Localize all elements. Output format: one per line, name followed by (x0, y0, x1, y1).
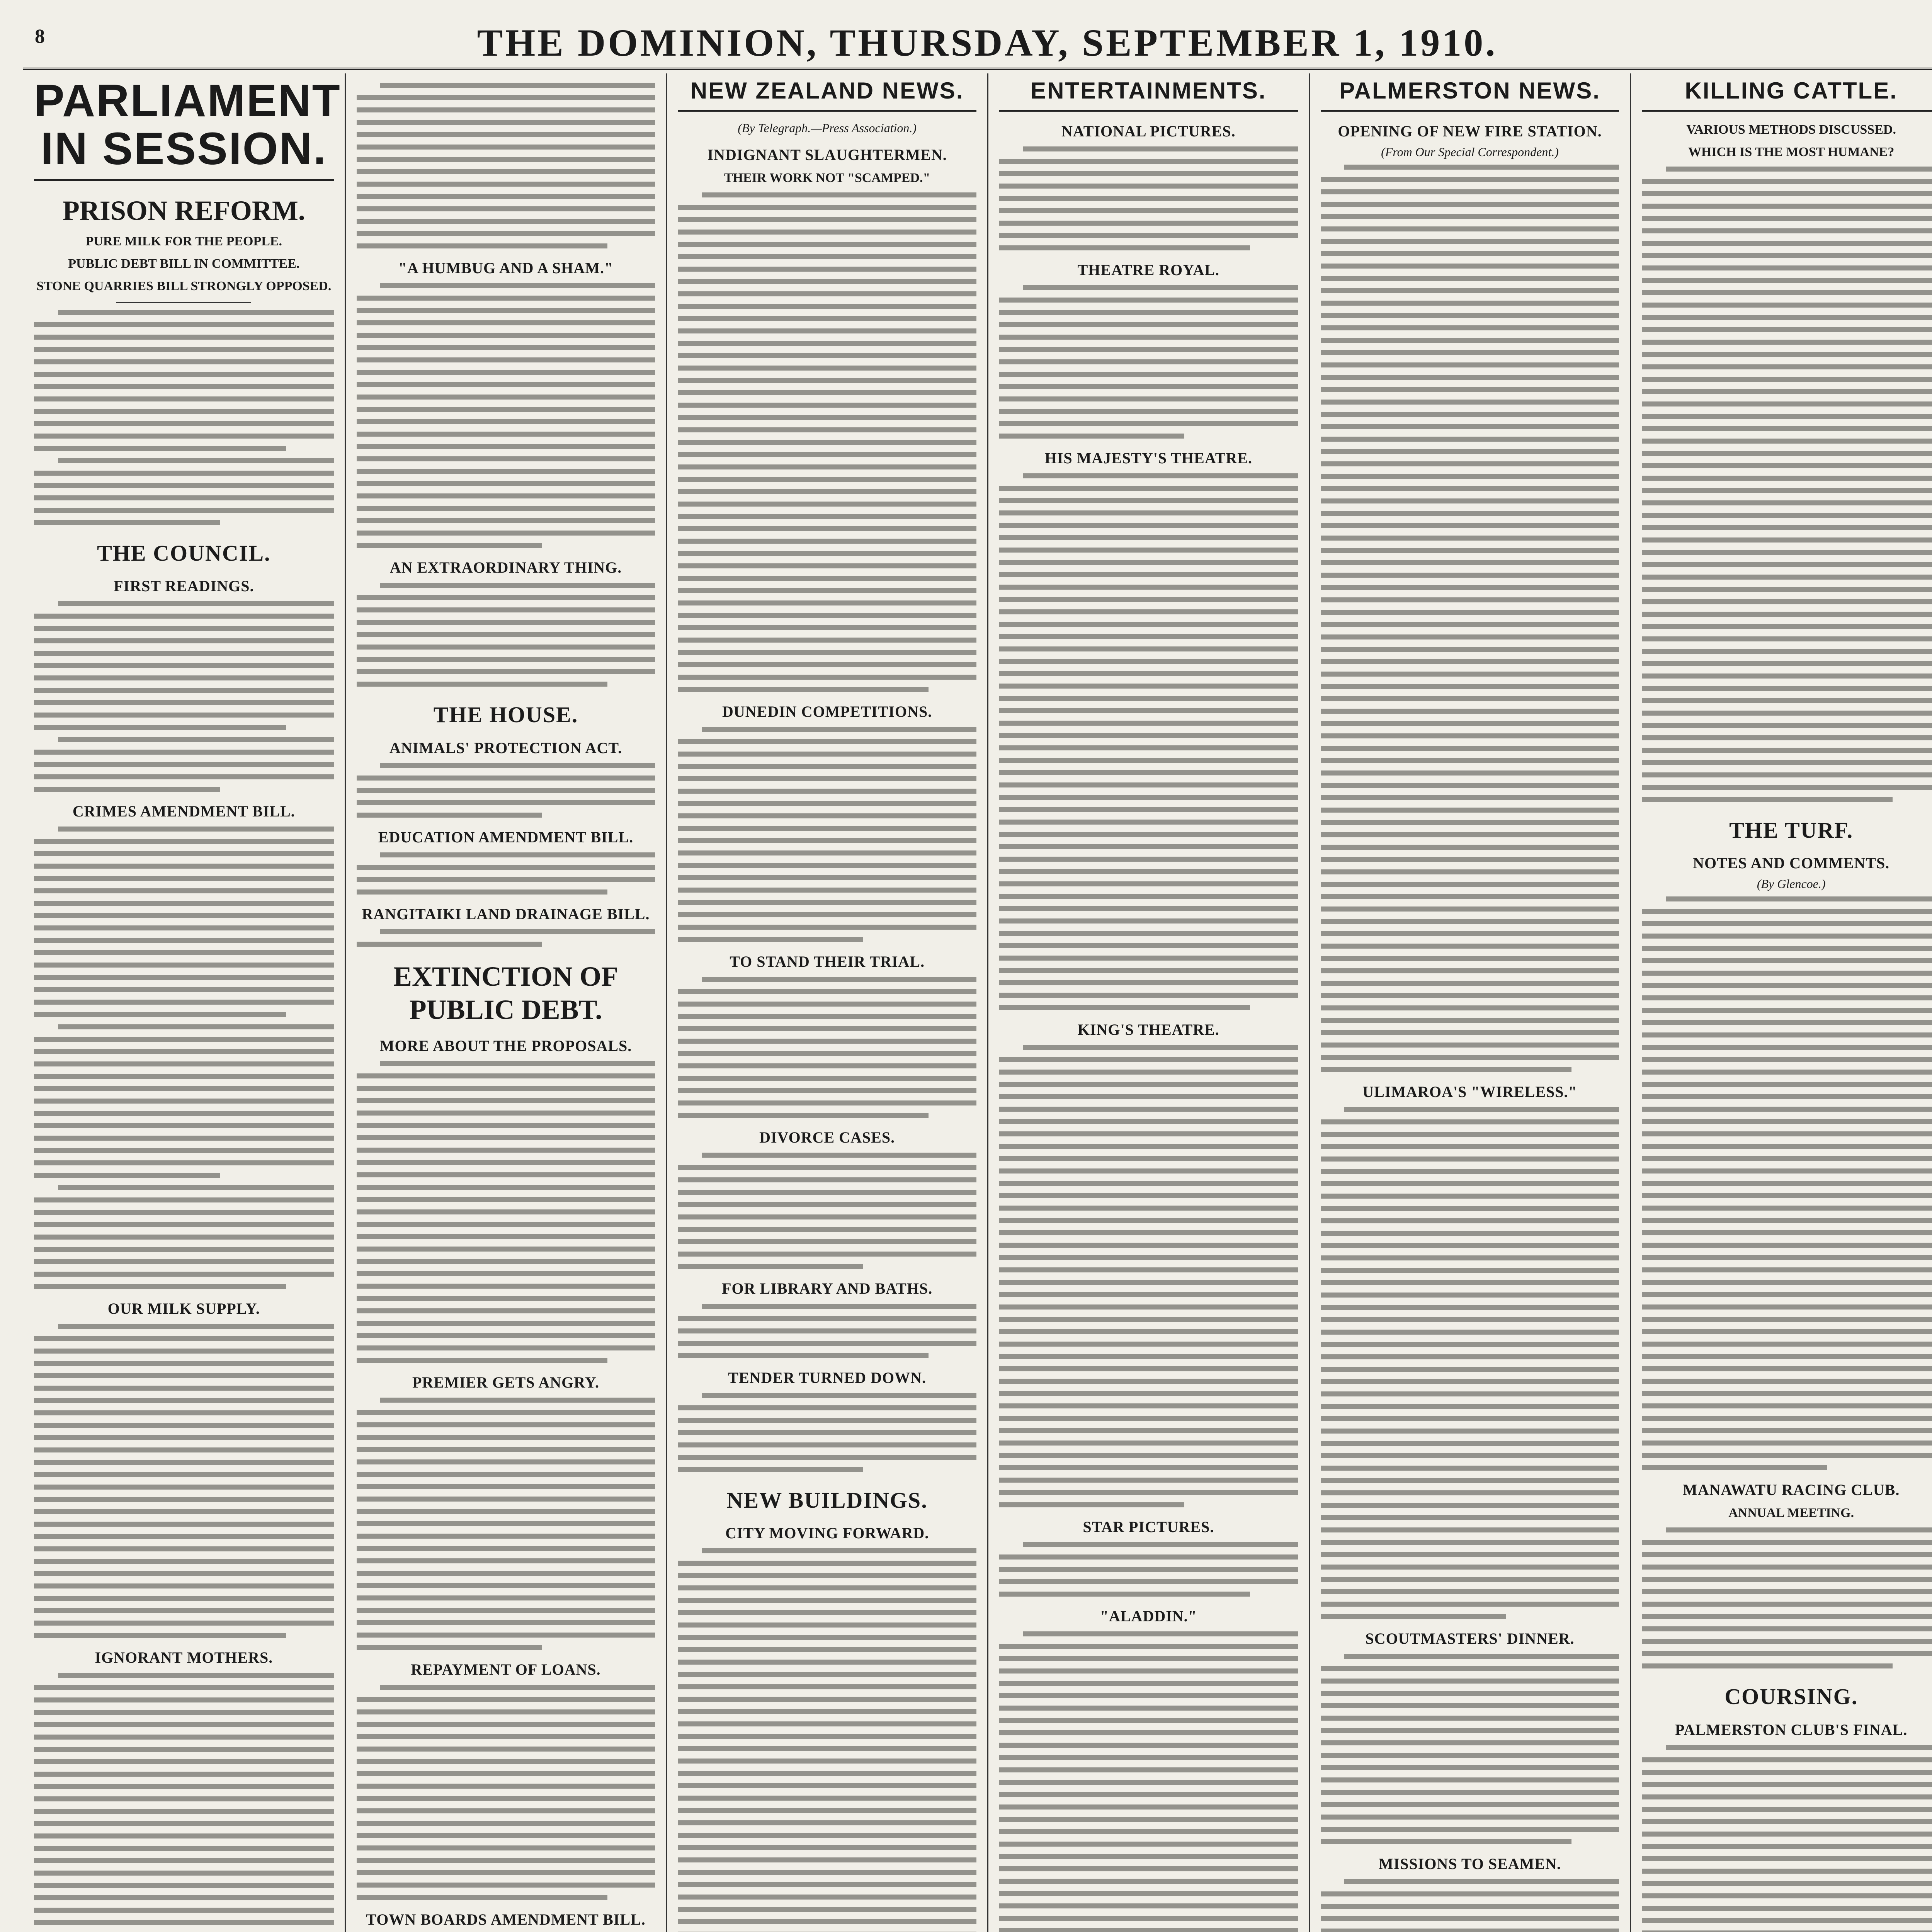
text-block (999, 1542, 1298, 1597)
palmerston-club-heading: PALMERSTON CLUB'S FINAL. (1675, 1721, 1908, 1738)
ulimaroa-heading: ULIMAROA'S "WIRELESS." (1362, 1083, 1577, 1100)
council-heading: THE COUNCIL. (97, 540, 271, 566)
national-pictures-heading: NATIONAL PICTURES. (1061, 122, 1236, 140)
text-block (999, 146, 1298, 250)
aladdin-heading: "ALADDIN." (1100, 1607, 1197, 1625)
text-block (34, 1673, 334, 1932)
text-block (1321, 1879, 1619, 1932)
text-block (1642, 1527, 1932, 1668)
text-block (1321, 1654, 1619, 1844)
text-block (34, 310, 334, 525)
prison-reform-heading: PRISON REFORM. (62, 195, 305, 226)
rangitaiki-heading: RANGITAIKI LAND DRAINAGE BILL. (362, 905, 650, 923)
text-block (678, 192, 976, 692)
annual-meeting-deck: ANNUAL MEETING. (1728, 1506, 1854, 1520)
repayment-loans-heading: REPAYMENT OF LOANS. (411, 1661, 601, 1679)
turf-heading: THE TURF. (1729, 817, 1854, 843)
nz-news-headline: NEW ZEALAND NEWS. (678, 77, 976, 112)
text-block (34, 827, 334, 1289)
manawatu-heading: MANAWATU RACING CLUB. (1682, 1481, 1900, 1499)
text-block (1321, 165, 1619, 1072)
text-block (357, 1398, 655, 1650)
theatre-royal-heading: THEATRE ROYAL. (1077, 261, 1220, 279)
indignant-heading: INDIGNANT SLAUGHTERMEN. (707, 146, 947, 163)
education-bill-heading: EDUCATION AMENDMENT BILL. (378, 828, 634, 846)
house-heading: THE HOUSE. (433, 702, 578, 727)
text-block (357, 283, 655, 548)
text-block (678, 977, 976, 1118)
column-house (345, 73, 666, 1932)
humbug-heading: "A HUMBUG AND A SHAM." (398, 259, 614, 277)
text-block (999, 1045, 1298, 1507)
milk-supply-heading: OUR MILK SUPPLY. (107, 1300, 260, 1318)
text-block (357, 929, 655, 947)
text-block (357, 852, 655, 895)
various-methods-deck: VARIOUS METHODS DISCUSSED. (1686, 122, 1896, 137)
new-buildings-heading: NEW BUILDINGS. (726, 1487, 928, 1513)
by-glencoe: (By Glencoe.) (1757, 877, 1826, 891)
text-block (999, 473, 1298, 1010)
text-block (678, 727, 976, 942)
page-number: 8 (35, 26, 45, 48)
deck-stone-quarries: STONE QUARRIES BILL STRONGLY OPPOSED. (36, 279, 332, 293)
paper-title: THE DOMINION, THURSDAY, SEPTEMBER 1, 1910. (477, 21, 1498, 64)
most-humane-deck: WHICH IS THE MOST HUMANE? (1688, 145, 1895, 159)
text-block (357, 1685, 655, 1900)
column-palmerston (1309, 73, 1630, 1932)
entertainments-headline: ENTERTAINMENTS. (999, 77, 1298, 112)
kings-theatre-heading: KING'S THEATRE. (1077, 1021, 1219, 1038)
columns (23, 73, 1932, 1932)
tender-heading: TENDER TURNED DOWN. (728, 1369, 927, 1386)
nz-news-byline: (By Telegraph.—Press Association.) (738, 121, 917, 135)
text-block (357, 583, 655, 687)
divider (116, 302, 251, 303)
first-readings-heading: FIRST READINGS. (114, 577, 254, 595)
text-block (1642, 896, 1932, 1470)
fire-station-heading: OPENING OF NEW FIRE STATION. (1338, 122, 1602, 140)
deck-pure-milk: PURE MILK FOR THE PEOPLE. (85, 234, 282, 249)
animals-protection-act-heading: ANIMALS' PROTECTION ACT. (389, 739, 622, 757)
text-block (1321, 1107, 1619, 1619)
library-heading: FOR LIBRARY AND BATHS. (722, 1279, 933, 1297)
missions-heading: MISSIONS TO SEAMEN. (1378, 1855, 1561, 1872)
ignorant-mothers-heading: IGNORANT MOTHERS. (95, 1649, 273, 1667)
killing-cattle-headline: KILLING CATTLE. (1642, 77, 1932, 112)
crimes-bill-heading: CRIMES AMENDMENT BILL. (72, 803, 295, 820)
scoutmasters-heading: SCOUTMASTERS' DINNER. (1365, 1630, 1575, 1647)
text-block (999, 285, 1298, 439)
text-block (678, 1393, 976, 1472)
divorce-heading: DIVORCE CASES. (759, 1128, 895, 1146)
his-majestys-heading: HIS MAJESTY'S THEATRE. (1044, 449, 1252, 467)
notes-comments-heading: NOTES AND COMMENTS. (1693, 854, 1890, 872)
text-block (357, 83, 655, 248)
palmerston-headline: PALMERSTON NEWS. (1321, 77, 1619, 112)
text-block (357, 1061, 655, 1363)
their-work-deck: THEIR WORK NOT "SCAMPED." (724, 171, 930, 185)
city-moving-heading: CITY MOVING FORWARD. (725, 1524, 929, 1542)
column-nz-news (666, 73, 987, 1932)
dunedin-heading: DUNEDIN COMPETITIONS. (722, 702, 932, 720)
text-block (999, 1631, 1298, 1932)
extraordinary-thing-heading: AN EXTRAORDINARY THING. (389, 559, 622, 576)
more-proposals-heading: MORE ABOUT THE PROPOSALS. (379, 1037, 632, 1055)
column-killing-cattle-turf (1630, 73, 1932, 1932)
palmerston-byline: (From Our Special Correspondent.) (1381, 145, 1559, 159)
parliament-headline: PARLIAMENT IN SESSION. (34, 77, 334, 181)
star-pictures-heading: STAR PICTURES. (1083, 1518, 1214, 1536)
coursing-heading: COURSING. (1725, 1684, 1858, 1709)
stand-trial-heading: TO STAND THEIR TRIAL. (730, 952, 925, 970)
text-block (678, 1548, 976, 1932)
extinction-heading: EXTINCTION OF PUBLIC DEBT. (393, 961, 619, 1025)
text-block (678, 1304, 976, 1358)
masthead (23, 10, 1932, 70)
premier-angry-heading: PREMIER GETS ANGRY. (412, 1374, 599, 1391)
text-block (1642, 167, 1932, 802)
text-block (357, 763, 655, 818)
column-entertainments (987, 73, 1309, 1932)
deck-public-debt: PUBLIC DEBT BILL IN COMMITTEE. (68, 257, 300, 271)
text-block (34, 601, 334, 792)
column-parliament (23, 73, 345, 1932)
text-block (1642, 1745, 1932, 1932)
text-block (34, 1324, 334, 1638)
town-boards-heading: TOWN BOARDS AMENDMENT BILL. (366, 1911, 646, 1929)
text-block (678, 1153, 976, 1269)
